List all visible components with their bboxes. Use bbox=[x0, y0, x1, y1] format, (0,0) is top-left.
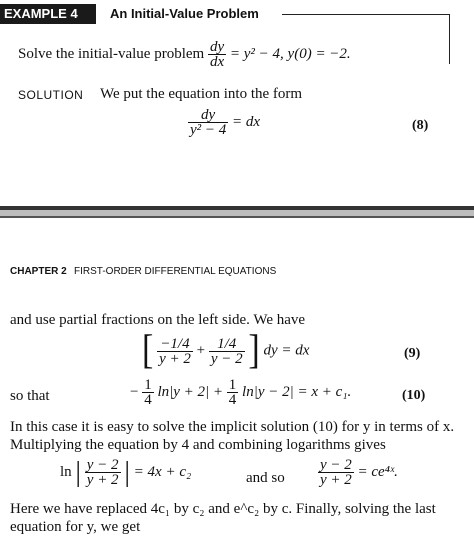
ln-fraction bbox=[85, 458, 121, 487]
exp-equation bbox=[318, 458, 398, 487]
eq9-number: (9) bbox=[404, 346, 421, 361]
eq9-f2-denominator: y − 2 bbox=[210, 350, 243, 367]
eq10-number: (10) bbox=[402, 388, 426, 403]
eq9-fraction-2 bbox=[209, 337, 245, 366]
so-that-label: so that bbox=[10, 388, 50, 404]
problem-line bbox=[18, 40, 351, 69]
dx-denominator: dx bbox=[209, 54, 225, 70]
problem-rest: = y² − 4, y(0) = −2. bbox=[229, 45, 351, 62]
eq9-f1-denominator: y + 2 bbox=[159, 350, 191, 367]
example-tag: EXAMPLE 4 bbox=[0, 4, 96, 24]
eq10-q1-denominator: 4 bbox=[144, 392, 152, 408]
abs-right-bar: | bbox=[124, 456, 130, 488]
chapter-title: FIRST-ORDER DIFFERENTIAL EQUATIONS bbox=[74, 266, 277, 277]
paragraph-2: Here we have replaced 4c₁ by c₂ and e^c₂ by c. Finally, solving the last equation for y, we get bbox=[10, 501, 436, 535]
body-line-1: and use partial fractions on the left side. We have bbox=[10, 312, 306, 328]
eq8-fraction bbox=[188, 108, 228, 137]
log-equation bbox=[60, 458, 191, 487]
left-bracket: [ bbox=[142, 328, 154, 373]
abs-left-bar: | bbox=[75, 456, 82, 488]
equation-10 bbox=[130, 378, 351, 407]
exp-denominator: y + 2 bbox=[320, 472, 352, 488]
eq9-fraction-1 bbox=[157, 337, 193, 366]
dy-dx-fraction bbox=[208, 40, 226, 69]
example-title: An Initial-Value Problem bbox=[110, 6, 259, 21]
eq10-q2-numerator: 1 bbox=[228, 377, 237, 393]
paragraph-1: In this case it is easy to solve the implicit solution (10) for y in terms of x. Multiplying the equation by 4 and combining logarithms gives bbox=[10, 419, 455, 453]
eq10-quarter-1 bbox=[142, 378, 154, 407]
problem-prefix: Solve the initial-value problem bbox=[18, 45, 205, 62]
and-so-label: and so bbox=[246, 470, 285, 486]
eq9-plus: + bbox=[196, 342, 206, 359]
top-rule bbox=[282, 14, 450, 15]
eq9-rhs: dy = dx bbox=[263, 342, 310, 359]
ln-numerator: y − 2 bbox=[86, 457, 119, 473]
eq9-f1-numerator: −1/4 bbox=[157, 337, 193, 352]
equation-9 bbox=[142, 328, 310, 373]
ln-label: ln bbox=[60, 463, 72, 480]
equation-8 bbox=[188, 108, 260, 137]
eq10-minus: − bbox=[130, 383, 139, 400]
eq8-rhs: = dx bbox=[232, 113, 261, 130]
solution-label: SOLUTION bbox=[18, 88, 84, 102]
dy-numerator: dy bbox=[209, 39, 225, 55]
right-rule bbox=[449, 14, 450, 64]
exp-fraction bbox=[318, 458, 354, 487]
eq10-quarter-2 bbox=[227, 378, 239, 407]
eq10-q1-numerator: 1 bbox=[144, 377, 152, 393]
eq9-f2-numerator: 1/4 bbox=[209, 337, 245, 352]
eq8-number: (8) bbox=[412, 118, 429, 133]
eq10-term-2: ln|y − 2| = x + c₁. bbox=[242, 383, 352, 400]
ln-rhs: = 4x + c₂ bbox=[133, 463, 192, 480]
eq8-denominator: y² − 4 bbox=[190, 122, 227, 138]
page-divider-bottom bbox=[0, 216, 474, 218]
eq10-term-1: ln|y + 2| + bbox=[157, 383, 224, 400]
exp-numerator: y − 2 bbox=[320, 457, 352, 473]
ln-denominator: y + 2 bbox=[86, 472, 119, 488]
eq8-numerator: dy bbox=[188, 108, 228, 123]
right-bracket: ] bbox=[248, 328, 260, 373]
exp-rhs: = ce⁴ˣ. bbox=[357, 463, 398, 480]
eq10-q2-denominator: 4 bbox=[228, 392, 237, 408]
solution-text: We put the equation into the form bbox=[100, 86, 303, 102]
chapter-label: CHAPTER 2 bbox=[10, 266, 67, 277]
